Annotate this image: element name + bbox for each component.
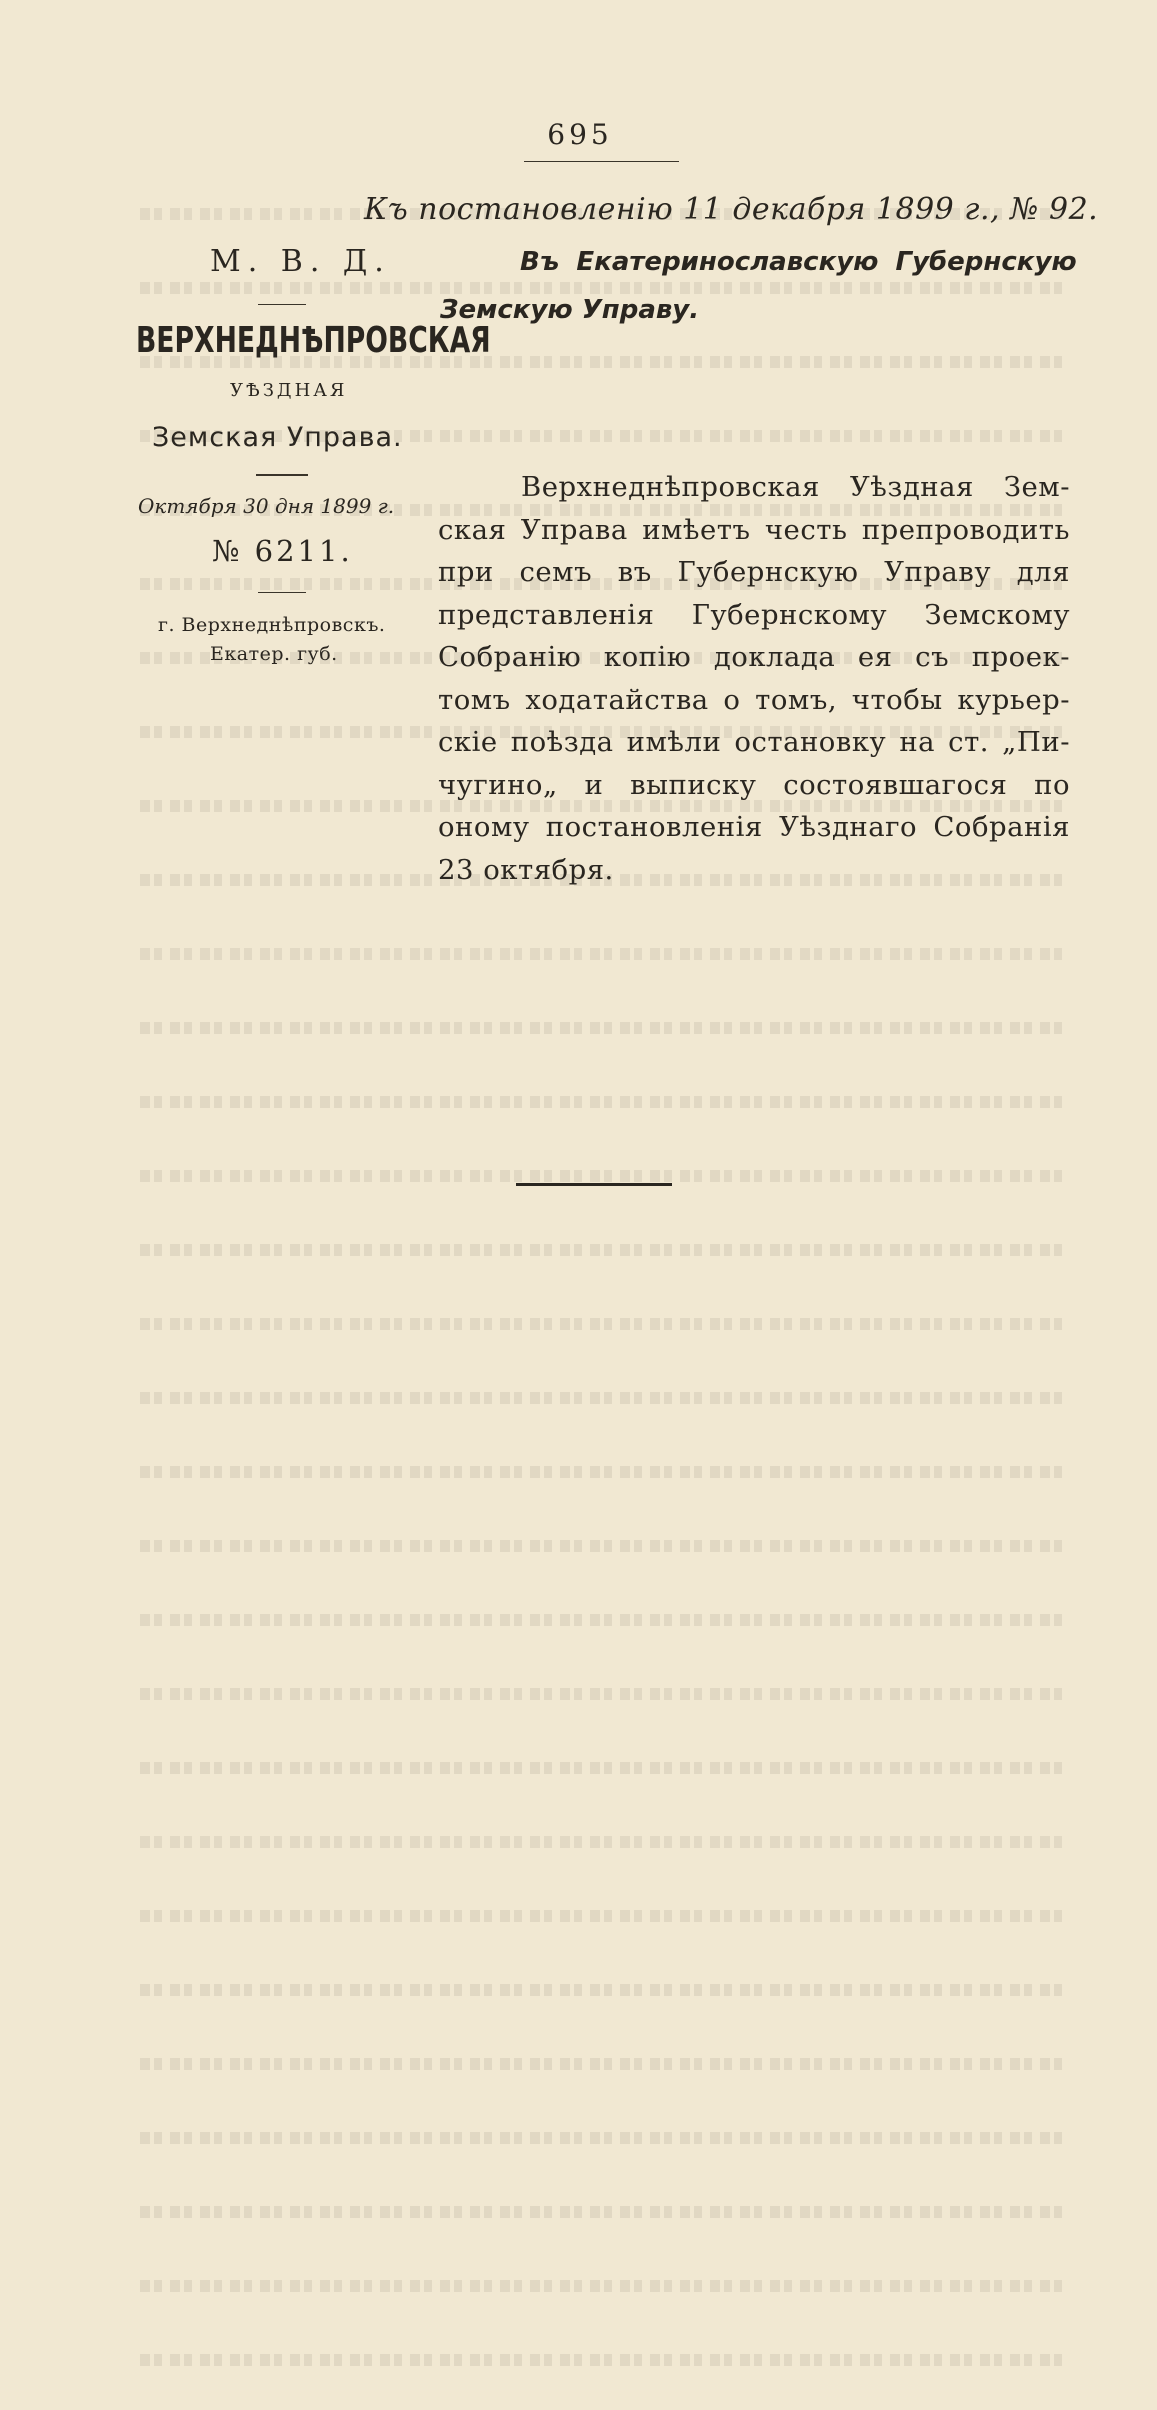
body-line: при семъ въ Губернскую Управу для: [438, 556, 1070, 588]
addressee-line-1: Въ Екатеринославскую Губернскую: [520, 247, 1077, 277]
sender-organization-body: Земская Управа.: [152, 422, 403, 453]
body-line: представленія Губернскому Земскому: [438, 598, 1070, 631]
page-number-rule: [524, 161, 679, 162]
body-line: скіе поѣзда имѣли остановку на ст. „Пи-: [438, 726, 1070, 758]
sender-rule: [256, 474, 308, 476]
body-line: томъ ходатайства о томъ, чтобы курьер-: [438, 683, 1070, 716]
sender-organization-name: ВЕРХНЕДНѢПРОВСКАЯ: [136, 320, 491, 361]
ministry-abbreviation: М. В. Д.: [210, 244, 391, 279]
resolution-reference: Къ постановленію 11 декабря 1899 г., № 92.: [364, 192, 1099, 227]
sender-province: Екатер. губ.: [210, 643, 338, 665]
letter-body: [438, 466, 1070, 891]
body-line: 23 октября.: [438, 853, 614, 886]
page-number: 695: [547, 118, 613, 151]
body-line: Собранію копію доклада ея съ проек-: [438, 641, 1070, 673]
body-line: чугино„ и выписку состоявшагося по: [438, 768, 1070, 801]
closing-rule: [516, 1183, 672, 1186]
body-line: ская Управа имѣетъ честь препроводить: [438, 513, 1070, 546]
sender-organization-type: УѢЗДНАЯ: [230, 380, 348, 401]
body-line: оному постановленія Уѣзднаго Собранія: [438, 811, 1070, 843]
number-rule: [258, 592, 306, 593]
outgoing-number: № 6211.: [212, 534, 353, 568]
sender-city: г. Верхнеднѣпровскъ.: [158, 614, 386, 636]
letter-date: Октября 30 дня 1899 г.: [138, 494, 395, 518]
addressee-line-2: Земскую Управу.: [440, 295, 700, 325]
body-line: Верхнеднѣпровская Уѣздная Зем-: [521, 471, 1070, 503]
sender-divider: [258, 304, 306, 305]
